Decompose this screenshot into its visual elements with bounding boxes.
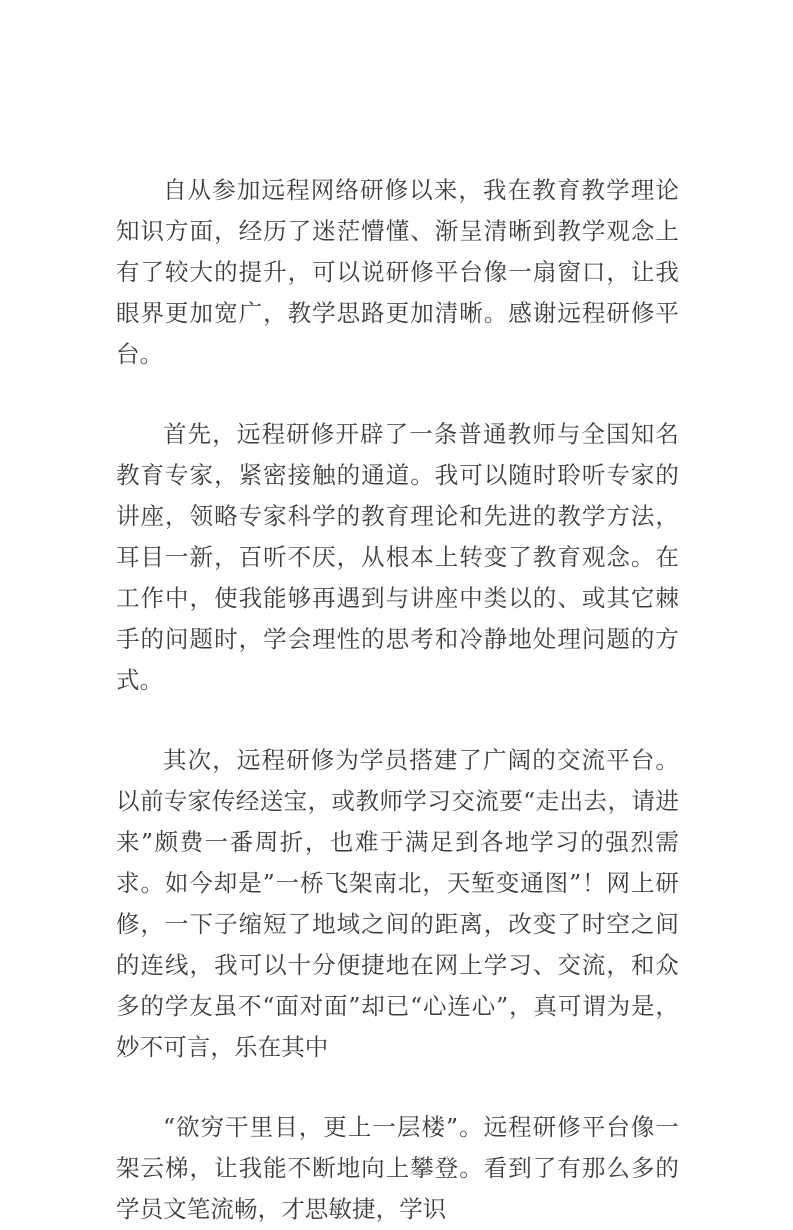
document-text-body: [116, 170, 679, 1230]
paragraph-1: 自从参加远程网络研修以来，我在教育教学理论知识方面，经历了迷茫懵懂、渐呈清晰到教学观念上有了较大的提升，可以说研修平台像一扇窗口，让我眼界更加宽广，教学思路更加清晰。感谢远程研修平台。: [116, 176, 679, 368]
paragraph-3: 其次，远程研修为学员搭建了广阔的交流平台。以前专家传经送宝，或教师学习交流要“走出去，请进来”颇费一番周折，也难于满足到各地学习的强烈需求。如今却是”一桥飞架南北，天堑变通图”！网上研修，一下子缩短了地域之间的距离，改变了时空之间的连线，我可以十分便捷地在网上学习、交流，和众多的学友虽不“面对面”却已“心连心”，真可谓为是，妙不可言，乐在其中: [116, 746, 679, 1061]
paragraph-2: 首先，远程研修开辟了一条普通教师与全国知名教育专家，紧密接触的通道。我可以随时聆听专家的讲座，领略专家科学的教育理论和先进的教学方法，耳目一新，百听不厌，从根本上转变了教育观念。在工作中，使我能够再遇到与讲座中类以的、或其它棘手的问题时，学会理性的思考和冷静地处理问题的方式。: [116, 420, 679, 694]
paragraph-4: “欲穷干里目，更上一层楼”。远程研修平台像一架云梯，让我能不断地向上攀登。看到了有那么多的学员文笔流畅，才思敏捷，学识: [116, 1113, 679, 1223]
